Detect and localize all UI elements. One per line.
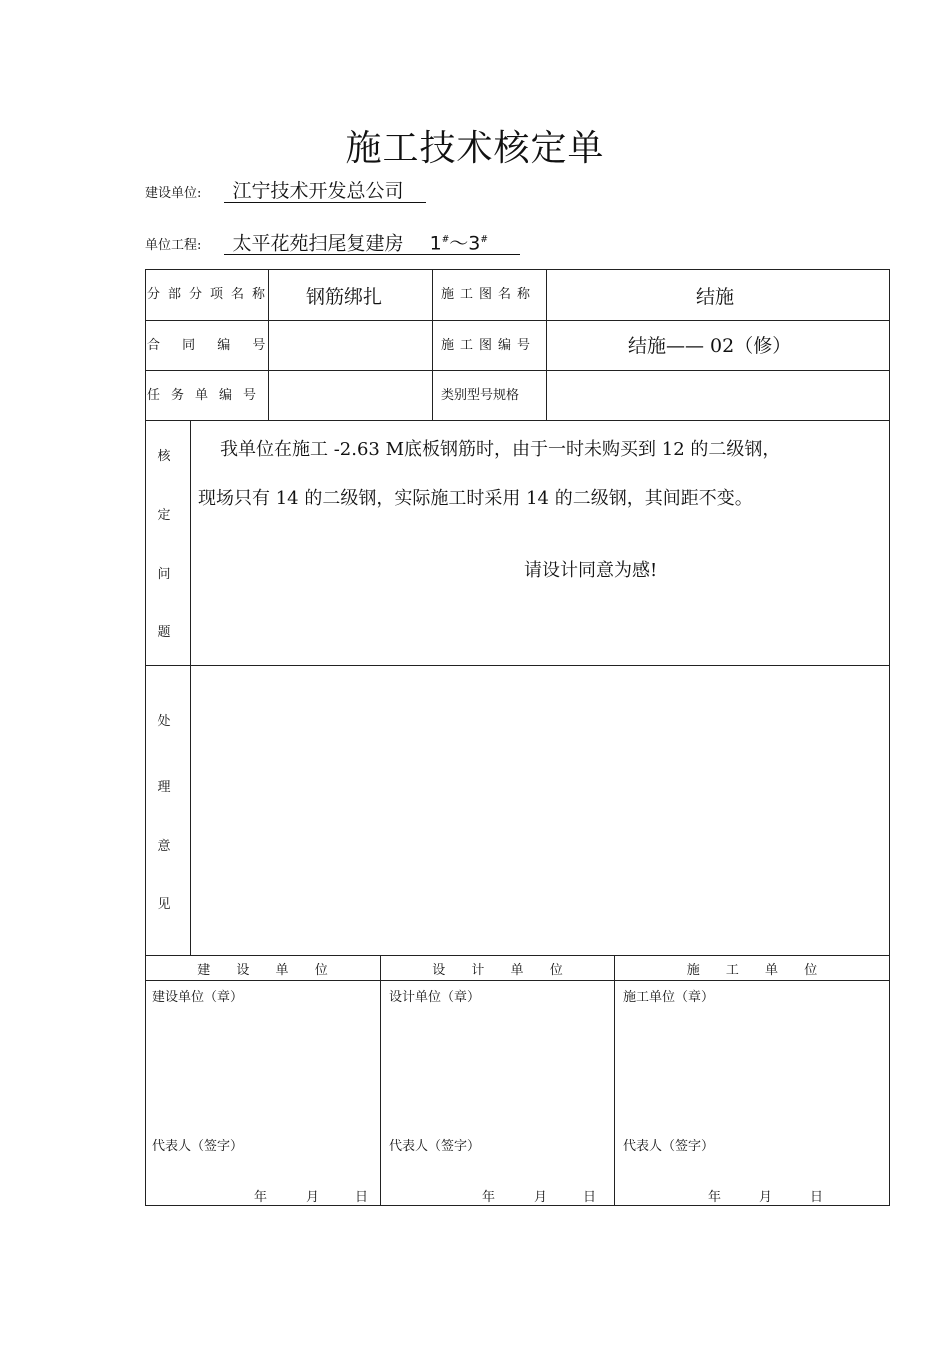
drawing-name-value: 结施 [696, 286, 735, 308]
opinion-label-char-3: 意 [157, 839, 171, 854]
sig-header-design: 设 计 单 位 [432, 963, 563, 978]
date-client-month: 月 [306, 1190, 320, 1205]
issue-label-char-3: 问 [157, 567, 171, 582]
drawing-number-value: 结施—— 02（修） [628, 335, 792, 357]
seal-design: 设计单位（章） [389, 990, 481, 1005]
rep-design: 代表人（签字） [389, 1139, 481, 1154]
contract-number-label: 合 同 编 号 [147, 338, 266, 353]
task-number-label: 任务单编号 [147, 388, 268, 403]
date-design-month: 月 [534, 1190, 548, 1205]
project-label: 单位工程: [145, 238, 202, 254]
project-value [224, 229, 519, 255]
form-table [145, 269, 890, 1206]
page-title: 施工技术核定单 [345, 128, 605, 169]
rep-client: 代表人（签字） [152, 1139, 244, 1154]
issue-label-char-1: 核 [157, 449, 171, 464]
spec-label: 类别型号规格 [441, 388, 520, 403]
date-client-year: 年 [254, 1190, 268, 1205]
project-mark-1: # [441, 235, 450, 245]
sig-header-construction: 施 工 单 位 [686, 963, 818, 978]
drawing-name-label: 施工图名称 [441, 287, 537, 302]
drawing-number-label: 施工图编号 [441, 338, 537, 353]
client-line [145, 180, 426, 203]
subitem-name-label: 分部分项名称 [147, 287, 274, 302]
date-construction-year: 年 [708, 1190, 722, 1205]
date-construction-month: 月 [759, 1190, 773, 1205]
date-construction-day: 日 [810, 1190, 824, 1205]
project-line [145, 229, 520, 255]
rep-construction: 代表人（签字） [623, 1139, 715, 1154]
client-value: 江宁技术开发总公司 [224, 180, 425, 203]
client-label: 建设单位: [145, 186, 202, 201]
issue-line-3: 请设计同意为感! [524, 560, 658, 581]
issue-label-char-2: 定 [157, 508, 171, 523]
issue-line-1: 我单位在施工 -2.63 M底板钢筋时，由于一时未购买到 12 的二级钢， [220, 439, 781, 460]
project-name: 太平花苑扫尾复建房 [232, 232, 404, 255]
date-design-year: 年 [482, 1190, 496, 1205]
issue-label-char-4: 题 [157, 625, 171, 640]
seal-client: 建设单位（章） [152, 990, 244, 1005]
sig-header-client: 建 设 单 位 [197, 963, 328, 978]
opinion-label-char-2: 理 [157, 780, 171, 795]
opinion-label-char-1: 处 [157, 714, 171, 729]
project-range-start: 1 [429, 232, 442, 255]
project-range-end: ～3 [449, 232, 481, 255]
project-mark-2: # [480, 235, 488, 245]
subitem-name-value: 钢筋绑扎 [306, 286, 383, 308]
date-design-day: 日 [583, 1190, 597, 1205]
opinion-label-char-4: 见 [157, 897, 171, 912]
issue-line-2: 现场只有 14 的二级钢，实际施工时采用 14 的二级钢，其间距不变。 [198, 488, 753, 509]
seal-construction: 施工单位（章） [623, 990, 715, 1005]
date-client-day: 日 [355, 1190, 369, 1205]
